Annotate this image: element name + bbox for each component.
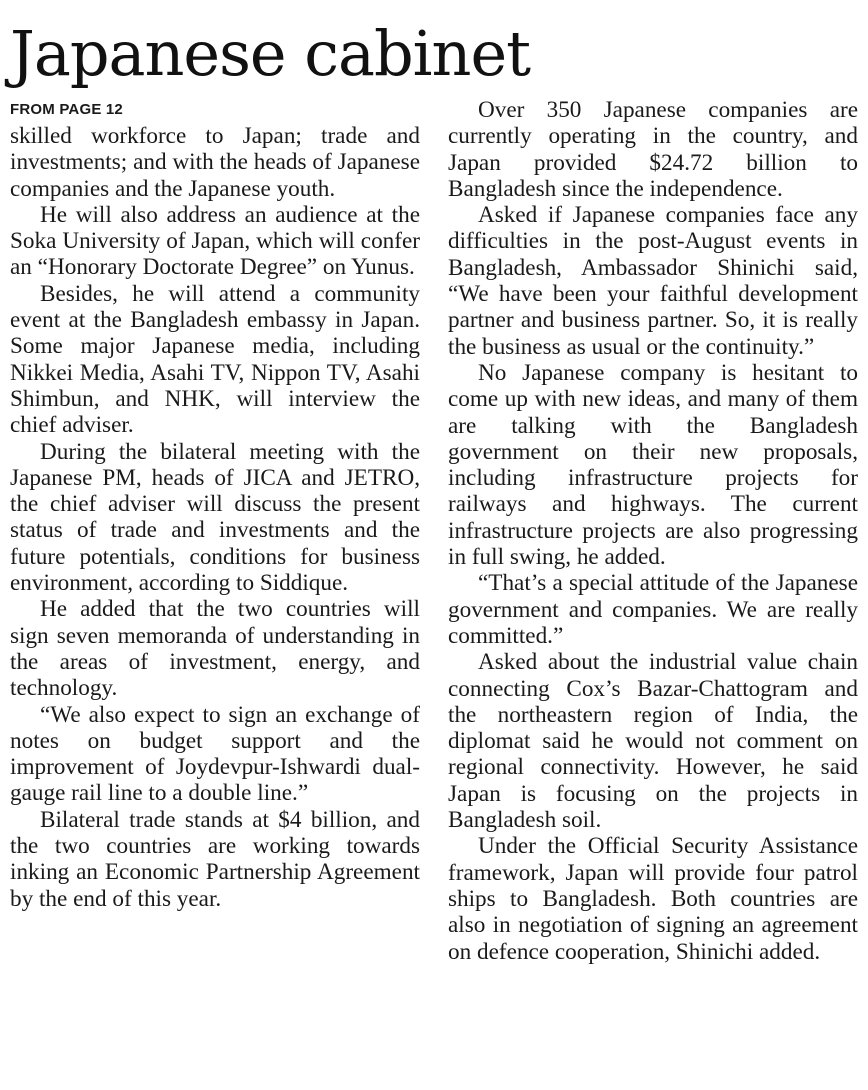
continuation-kicker: FROM PAGE 12 [10, 101, 123, 118]
headline: Japanese cabinet [10, 17, 531, 90]
paragraph: “That’s a special attitude of the Japanese government and companies. We are really committed.” [448, 570, 858, 649]
paragraph: Asked about the industrial value chain connecting Cox’s Bazar-Chattogram and the northeastern region of India, the diplomat said he would not comment on regional connectivity. However, he said Japan is focusing on the projects in Bangladesh soil. [448, 649, 858, 834]
paragraph: No Japanese company is hesitant to come up with new ideas, and many of them are talking with the Bangladesh government on their new proposals, including infrastructure projects for railways and highways. The current infrastructure projects are also progressing in full swing, he added. [448, 359, 858, 571]
paragraph: skilled workforce to Japan; trade and investments; and with the heads of Japanese companies and the Japanese youth. [10, 123, 420, 202]
paragraph: During the bilateral meeting with the Japanese PM, heads of JICA and JETRO, the chief adviser will discuss the present status of trade and investments and the future potentials, conditions for business environment, according to Siddique. [10, 438, 420, 597]
paragraph: Under the Official Security Assistance framework, Japan will provide four patrol ships to Bangladesh. Both countries are also in negotiation of signing an agreement on defence cooperation, Shinichi added. [448, 833, 858, 965]
paragraph: Besides, he will attend a community event at the Bangladesh embassy in Japan. Some major Japanese media, including Nikkei Media, Asahi TV, Nippon TV, Asahi Shimbun, and NHK, will interview the chief adviser. [10, 280, 420, 439]
paragraph: He added that the two countries will sign seven memoranda of understanding in the areas of investment, energy, and technology. [10, 596, 420, 702]
article-column-right [448, 97, 858, 965]
paragraph: Asked if Japanese companies face any difficulties in the post-August events in Bangladesh, Ambassador Shinichi said, “We have been your faithful development partner and business partner. So, it is really the business as usual or the continuity.” [448, 202, 858, 360]
paragraph: He will also address an audience at the Soka University of Japan, which will confer an “Honorary Doctorate Degree” on Yunus. [10, 201, 420, 281]
paragraph: Over 350 Japanese companies are currently operating in the country, and Japan provided $24.72 billion to Bangladesh since the independence. [448, 97, 858, 202]
paragraph: Bilateral trade stands at $4 billion, and the two countries are working towards inking an Economic Partnership Agreement by the end of this year. [10, 806, 420, 912]
paragraph: “We also expect to sign an exchange of notes on budget support and the improvement of Joydevpur-Ishwardi dual-gauge rail line to a double line.” [10, 701, 420, 807]
article-column-left [10, 97, 420, 912]
